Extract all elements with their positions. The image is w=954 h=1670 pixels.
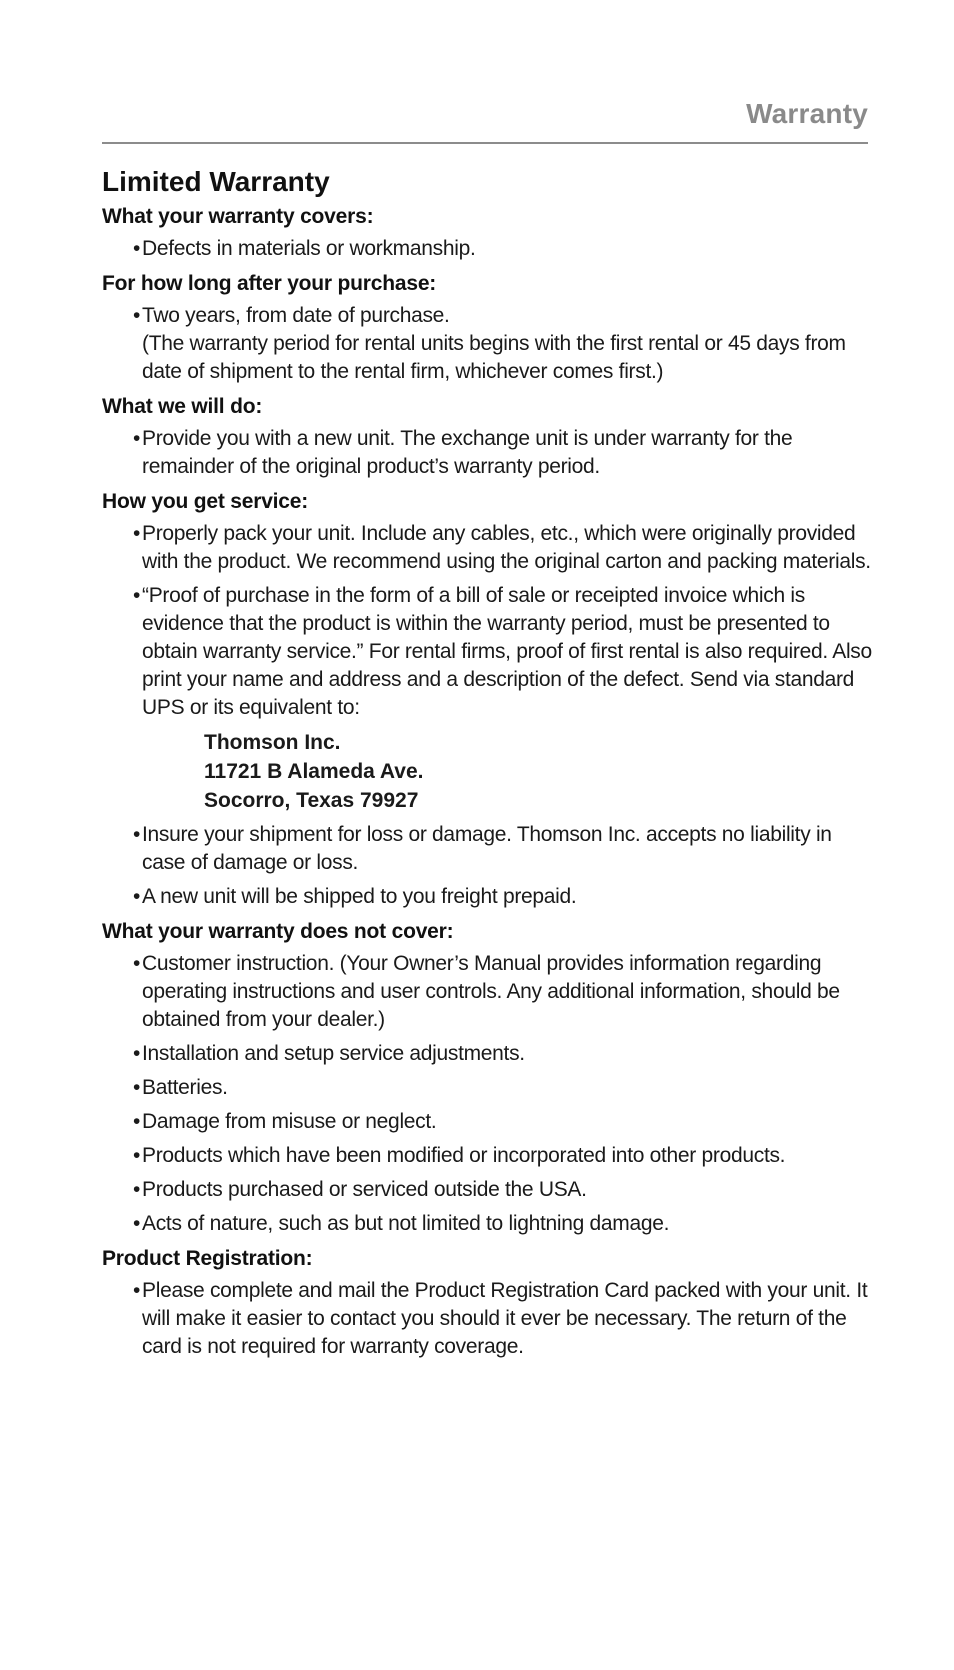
list-item (102, 1040, 872, 1068)
list-item-text: Damage from misuse or neglect. (142, 1110, 437, 1133)
bullet-icon: • (132, 952, 140, 975)
list-item (102, 235, 872, 263)
bullet-icon: • (132, 427, 140, 450)
list-item-text: Provide you with a new unit. The exchange unit is under warranty for the remainder of the original product’s warranty period. (142, 427, 793, 478)
we-do-list (102, 425, 872, 481)
not-cover-list (102, 950, 872, 1238)
bullet-icon: • (132, 237, 140, 260)
list-item (102, 1108, 872, 1136)
list-item (102, 1277, 872, 1361)
bullet-icon: • (132, 1042, 140, 1065)
bullet-icon: • (132, 522, 140, 545)
address-line: Thomson Inc. (204, 731, 341, 754)
list-item (102, 1176, 872, 1204)
list-item (102, 1142, 872, 1170)
section-heading-duration: For how long after your purchase: (102, 272, 437, 295)
rental-note: (The warranty period for rental units begins with the first rental or 45 days from date of shipment to the rental firm, whichever comes first.) (142, 332, 846, 383)
list-item-text: Please complete and mail the Product Registration Card packed with your unit. It will make it easier to contact you should it ever be necessary. The return of the card is not required for warranty coverage. (142, 1279, 868, 1358)
list-item (102, 1210, 872, 1238)
list-item-text: Installation and setup service adjustments. (142, 1042, 525, 1065)
list-item-text: Acts of nature, such as but not limited to lightning damage. (142, 1212, 670, 1235)
list-item (102, 302, 872, 386)
address-line: 11721 B Alameda Ave. (204, 760, 424, 783)
list-item (102, 883, 872, 911)
list-item-text: Products which have been modified or incorporated into other products. (142, 1144, 786, 1167)
list-item-text: Properly pack your unit. Include any cables, etc., which were originally provided with the product. We recommend using the original carton and packing materials. (142, 522, 871, 573)
running-header: Warranty (746, 98, 868, 129)
section-heading-covers: What your warranty covers: (102, 205, 374, 228)
bullet-icon: • (132, 1144, 140, 1167)
service-list (102, 520, 872, 722)
bullet-icon: • (132, 584, 140, 607)
section-heading-service: How you get service: (102, 490, 309, 513)
section-heading-not-cover: What your warranty does not cover: (102, 920, 454, 943)
page-title: Limited Warranty (102, 166, 330, 197)
list-item (102, 821, 872, 877)
service-list-continued (102, 821, 872, 911)
list-item-text: Products purchased or serviced outside the USA. (142, 1178, 587, 1201)
bullet-icon: • (132, 1110, 140, 1133)
registration-list (102, 1277, 872, 1361)
header-divider (102, 142, 868, 144)
mailing-address (204, 728, 872, 815)
duration-list (102, 302, 872, 386)
list-item-text (142, 302, 872, 386)
section-heading-registration: Product Registration: (102, 1247, 313, 1270)
list-item-text: Customer instruction. (Your Owner’s Manual provides information regarding operating instructions and user controls. Any additional information, should be obtained from your dealer.) (142, 952, 840, 1031)
list-item (102, 1074, 872, 1102)
list-item-text: Batteries. (142, 1076, 228, 1099)
bullet-icon: • (132, 1279, 140, 1302)
bullet-icon: • (132, 1178, 140, 1201)
bullet-icon: • (132, 885, 140, 908)
list-item (102, 950, 872, 1034)
list-item (102, 582, 872, 722)
list-item-text: A new unit will be shipped to you freight prepaid. (142, 885, 577, 908)
section-heading-we-do: What we will do: (102, 395, 263, 418)
list-item-text: Insure your shipment for loss or damage. Thomson Inc. accepts no liability in case of damage or loss. (142, 823, 832, 874)
list-item-text: Defects in materials or workmanship. (142, 237, 476, 260)
list-item (102, 520, 872, 576)
warranty-content (102, 162, 872, 1367)
list-item (102, 425, 872, 481)
duration-text: Two years, from date of purchase. (142, 304, 450, 327)
bullet-icon: • (132, 1076, 140, 1099)
bullet-icon: • (132, 823, 140, 846)
covers-list (102, 235, 872, 263)
bullet-icon: • (132, 304, 140, 327)
list-item-text: “Proof of purchase in the form of a bill of sale or receipted invoice which is evidence that the product is within the warranty period, must be presented to obtain warranty service.” For rental firms, proof of first rental is also required. Also print your name and address and a description of the defect. Send via standard UPS or its equivalent to: (142, 584, 872, 719)
address-line: Socorro, Texas 79927 (204, 789, 419, 812)
bullet-icon: • (132, 1212, 140, 1235)
